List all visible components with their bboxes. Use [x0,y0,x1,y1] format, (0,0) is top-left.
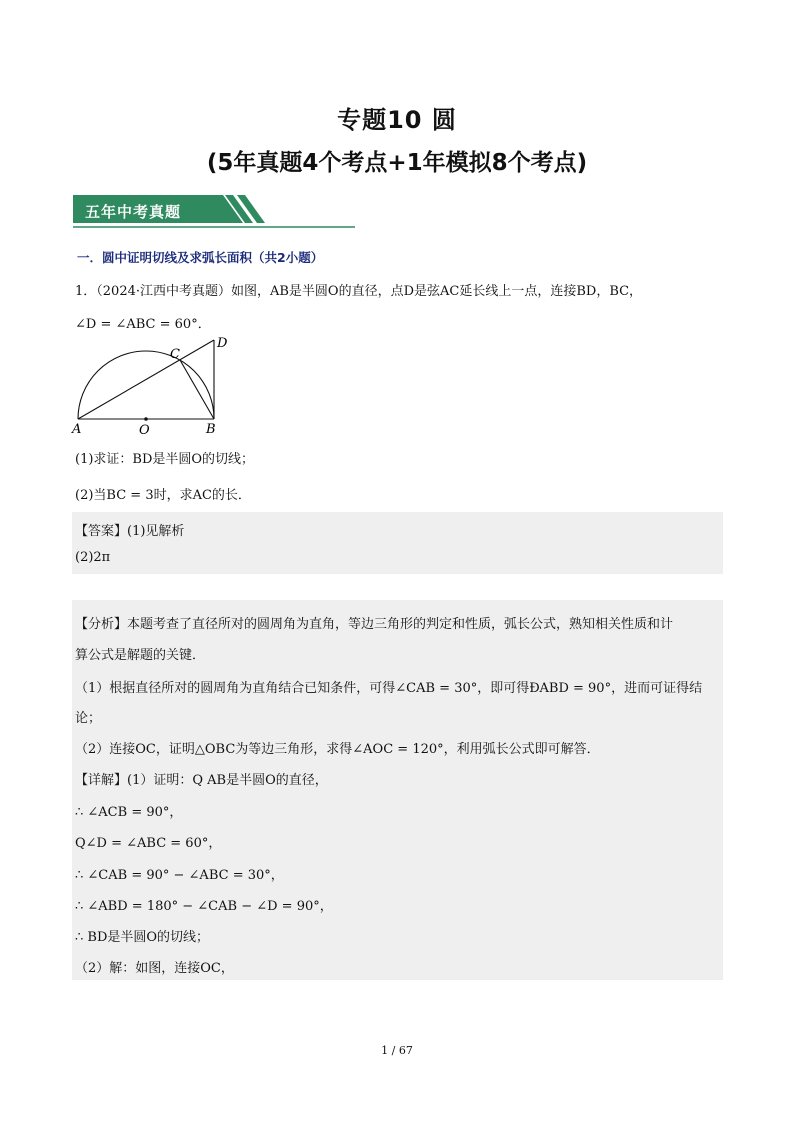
semicircle-arc [78,351,214,419]
question-2: (2)当BC = 3时，求AC的长． [75,488,251,503]
center-point [144,417,148,421]
chord-bc [180,360,214,419]
detail-line6: ∴ BD是半圆O的切线； [75,930,210,945]
problem-stem-line2: ∠D = ∠ABC = 60°． [75,317,211,332]
semicircle-figure [70,333,240,438]
answer-line1: 【答案】(1)见解析 [75,524,185,539]
banner-label: 五年中考真题 [85,203,182,221]
answer-line2: (2)2π [75,550,111,565]
detail-line4: ∴ ∠CAB = 90° − ∠ABC = 30°， [75,868,284,883]
label-o: O [139,423,150,438]
label-d: D [217,336,228,351]
detail-line3: Q∠D = ∠ABC = 60°， [75,836,222,851]
label-a: A [72,422,82,437]
question-1: (1)求证：BD是半圆O的切线； [75,452,255,467]
detail-line1: 【详解】(1）证明：Q AB是半圆O的直径， [75,773,328,788]
analysis-line5: （2）连接OC，证明△OBC为等边三角形，求得∠AOC = 120°，利用弧长公式即可解答． [75,742,600,757]
label-c: C [170,347,180,362]
analysis-line2: 算公式是解题的关键． [75,648,206,663]
label-b: B [206,422,216,437]
analysis-line3: （1）根据直径所对的圆周角为直角结合已知条件，可得∠CAB = 30°，即可得ÐABD = 90°，进而可证得结 [75,681,703,696]
analysis-line1: 【分析】本题考查了直径所对的圆周角为直角，等边三角形的判定和性质，弧长公式，熟知相关性质和计 [75,617,674,632]
analysis-line4: 论； [75,711,102,726]
section-banner [73,195,355,229]
doc-title-line2: (5年真题4个考点+1年模拟8个考点) [206,150,588,176]
doc-title-line1: 专题10 圆 [337,106,457,134]
page-number: 1 / 67 [381,1044,413,1057]
detail-line2: ∴ ∠ACB = 90°， [75,805,183,820]
detail-line7: （2）解：如图，连接OC， [75,961,234,976]
problem-stem-line1: 1．（2024·江西中考真题）如图，AB是半圆O的直径，点D是弦AC延长线上一点，连接BD，BC， [75,284,643,299]
section-heading: 一．圆中证明切线及求弧长面积（共2小题） [77,250,324,265]
line-ad [78,340,214,419]
detail-line5: ∴ ∠ABD = 180° − ∠CAB − ∠D = 90°， [75,899,333,914]
